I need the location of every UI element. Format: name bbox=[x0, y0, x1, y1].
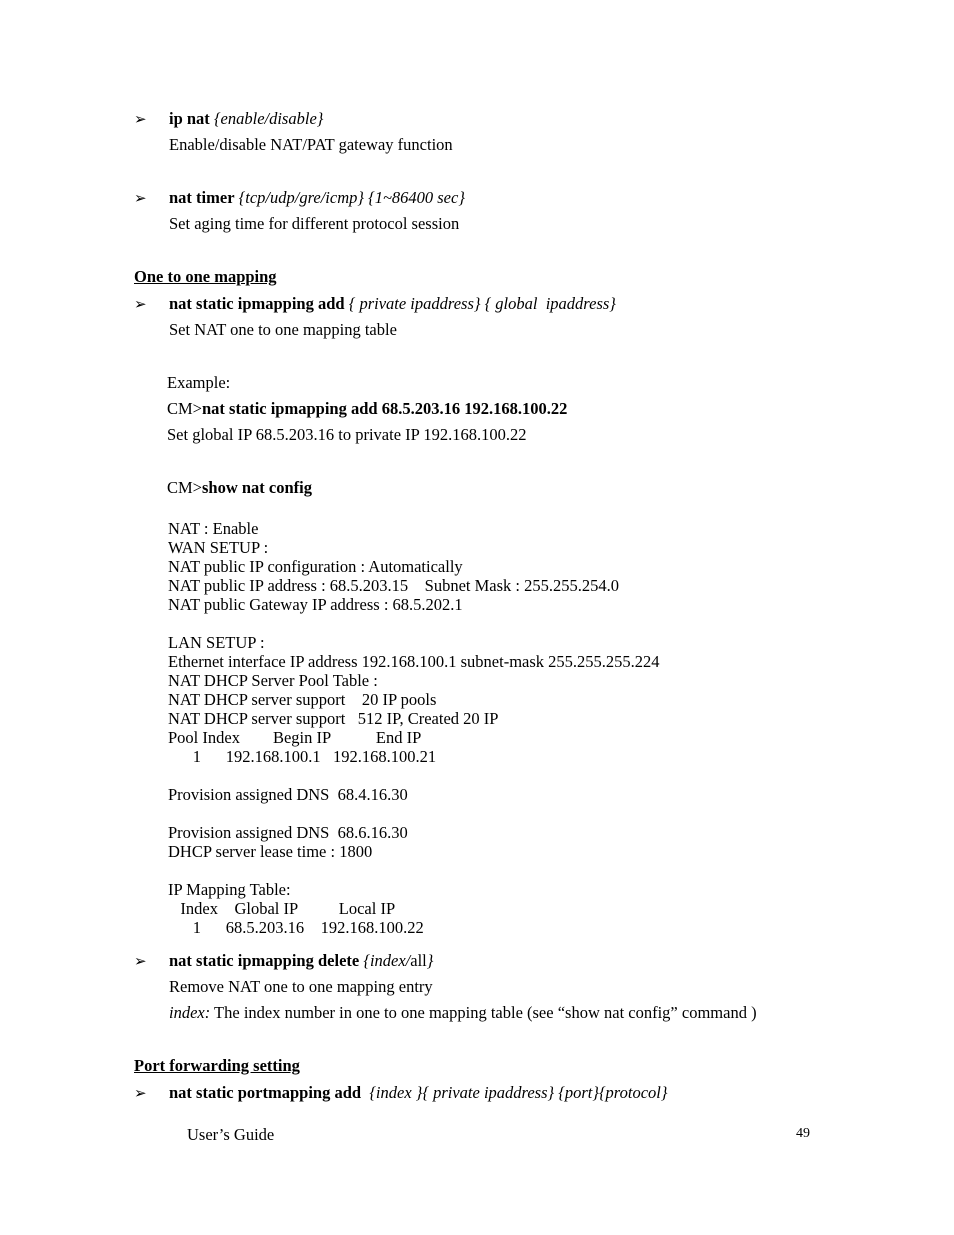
section-heading-port-forwarding: Port forwarding setting bbox=[134, 1056, 300, 1075]
command-line-ipmapping-add bbox=[169, 294, 616, 314]
output-line: NAT DHCP server support 512 IP, Created 20 IP bbox=[168, 709, 499, 728]
output-line bbox=[168, 804, 660, 823]
command-name: nat timer bbox=[169, 188, 235, 207]
output-line: Pool Index Begin IP End IP bbox=[168, 728, 422, 747]
output-line: WAN SETUP : bbox=[168, 538, 269, 557]
prompt: CM> bbox=[167, 478, 202, 497]
output-line bbox=[168, 861, 660, 880]
command-args: {index/ bbox=[363, 951, 411, 970]
show-command-text: show nat config bbox=[201, 478, 312, 497]
command-name: nat static ipmapping delete bbox=[169, 951, 360, 970]
page-number: 49 bbox=[796, 1126, 810, 1141]
output-line: NAT DHCP Server Pool Table : bbox=[168, 671, 378, 690]
command-line-ip-nat bbox=[169, 109, 323, 129]
command-name: nat static portmapping add bbox=[169, 1083, 362, 1102]
command-args-close: } bbox=[426, 951, 434, 970]
bullet-icon: ➢ bbox=[134, 295, 147, 313]
prompt: CM> bbox=[167, 399, 202, 418]
command-name: ip nat bbox=[169, 109, 210, 128]
output-line bbox=[168, 614, 660, 633]
command-args: {index }{ private ipaddress} {port}{protocol} bbox=[369, 1083, 668, 1102]
output-line: NAT : Enable bbox=[168, 519, 259, 538]
command-args: { private ipaddress} { global ipaddress} bbox=[348, 294, 616, 313]
output-line: 1 68.5.203.16 192.168.100.22 bbox=[168, 918, 424, 937]
bullet-icon: ➢ bbox=[134, 952, 147, 970]
index-label: index: bbox=[169, 1003, 211, 1022]
output-line: IP Mapping Table: bbox=[168, 880, 291, 899]
output-line: NAT DHCP server support 20 IP pools bbox=[168, 690, 437, 709]
output-line: LAN SETUP : bbox=[168, 633, 265, 652]
index-text: The index number in one to one mapping table (see “show nat config” command ) bbox=[210, 1003, 757, 1022]
example-command bbox=[167, 399, 567, 419]
command-line-portmapping-add bbox=[169, 1083, 667, 1103]
command-args-all: all bbox=[410, 951, 427, 970]
bullet-icon: ➢ bbox=[134, 110, 147, 128]
output-line: Ethernet interface IP address 192.168.100.1 subnet-mask 255.255.255.224 bbox=[168, 652, 660, 671]
example-command-text: nat static ipmapping add 68.5.203.16 192.168.100.22 bbox=[201, 399, 568, 418]
example-label: Example: bbox=[167, 373, 231, 392]
console-output bbox=[168, 500, 660, 956]
command-description: Enable/disable NAT/PAT gateway function bbox=[169, 135, 453, 154]
output-line: DHCP server lease time : 1800 bbox=[168, 842, 373, 861]
output-line bbox=[168, 766, 660, 785]
show-command bbox=[167, 478, 312, 498]
command-description: Set NAT one to one mapping table bbox=[169, 320, 397, 339]
example-description: Set global IP 68.5.203.16 to private IP 192.168.100.22 bbox=[167, 425, 527, 444]
bullet-icon: ➢ bbox=[134, 1084, 147, 1102]
command-args: {enable/disable} bbox=[213, 109, 324, 128]
command-line-nat-timer bbox=[169, 188, 465, 208]
footer-guide: User’s Guide bbox=[187, 1125, 275, 1144]
command-args: {tcp/udp/gre/icmp} {1~86400 sec} bbox=[238, 188, 465, 207]
bullet-icon: ➢ bbox=[134, 189, 147, 207]
output-line: Index Global IP Local IP bbox=[168, 899, 396, 918]
section-heading-one-to-one: One to one mapping bbox=[134, 267, 277, 286]
output-line: NAT public IP configuration : Automatically bbox=[168, 557, 463, 576]
output-line: Provision assigned DNS 68.4.16.30 bbox=[168, 785, 408, 804]
command-name: nat static ipmapping add bbox=[169, 294, 345, 313]
command-description: Set aging time for different protocol session bbox=[169, 214, 460, 233]
command-description: Remove NAT one to one mapping entry bbox=[169, 977, 433, 996]
output-line: NAT public IP address : 68.5.203.15 Subnet Mask : 255.255.254.0 bbox=[168, 576, 619, 595]
output-line: Provision assigned DNS 68.6.16.30 bbox=[168, 823, 408, 842]
index-description bbox=[169, 1003, 757, 1023]
output-line: NAT public Gateway IP address : 68.5.202.1 bbox=[168, 595, 463, 614]
output-line: 1 192.168.100.1 192.168.100.21 bbox=[168, 747, 437, 766]
command-line-ipmapping-delete bbox=[169, 951, 433, 971]
